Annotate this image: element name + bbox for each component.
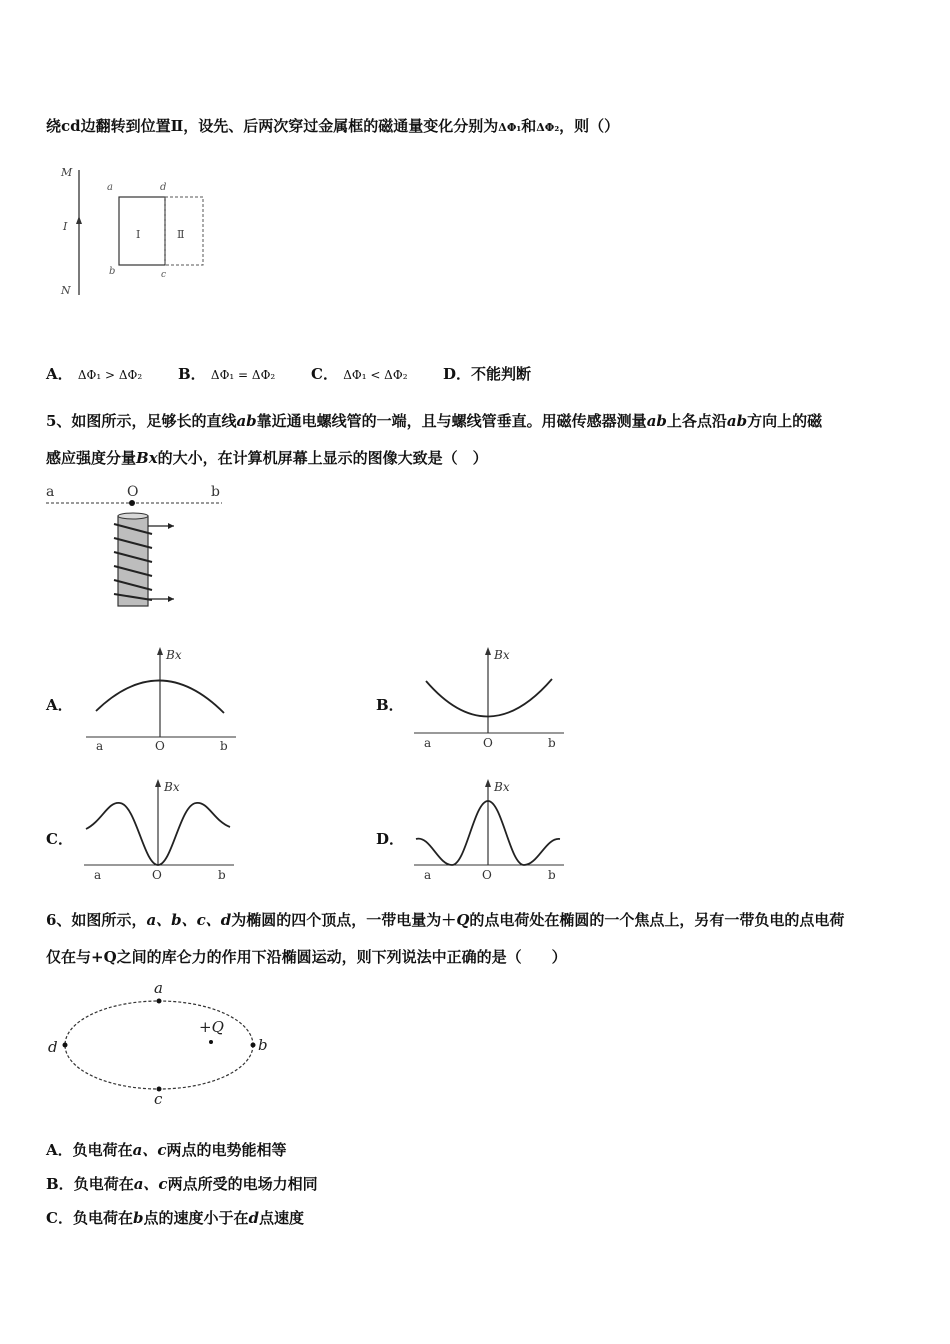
label-I: I (63, 220, 68, 233)
region-1: Ⅰ (136, 228, 141, 241)
svg-text:O: O (482, 868, 492, 882)
bx-symbol: Bx (136, 449, 158, 467)
label-d: d (160, 182, 167, 193)
q5-option-d-label[interactable]: D． (376, 830, 405, 848)
fig-label-b: b (211, 484, 220, 500)
fig-label-o: O (127, 484, 139, 500)
svg-text:O: O (483, 736, 493, 750)
q6-figure-ellipse (44, 978, 284, 1108)
q4-option-b[interactable]: B． ΔΦ₁ = ΔΦ₂ (178, 365, 276, 383)
current-arrow-icon (76, 216, 82, 224)
svg-text:b: b (218, 868, 226, 882)
y-axis-arrow-icon (485, 647, 491, 655)
svg-text:O: O (152, 868, 162, 882)
svg-text:O: O (155, 739, 165, 753)
vertex-c: c (154, 1090, 163, 1108)
vertex-b: b (258, 1036, 268, 1054)
current-in-arrow-icon (168, 523, 174, 529)
svg-text:a: a (424, 736, 432, 750)
current-out-arrow-icon (168, 596, 174, 602)
q5-graph-c[interactable] (80, 777, 240, 887)
curve (426, 679, 552, 717)
region-2: Ⅱ (177, 228, 185, 241)
q5-stem-line2: 感应强度分量Bx的大小，在计算机屏幕上显示的图像大致是（ ） (46, 449, 488, 467)
q4-option-c[interactable]: C． ΔΦ₁ < ΔΦ₂ (311, 365, 408, 383)
y-label: Bx (164, 780, 180, 794)
y-label: Bx (166, 648, 182, 662)
q5-graph-a[interactable] (82, 645, 242, 755)
q5-option-b-label[interactable]: B． (376, 696, 404, 714)
q5-option-a-label[interactable]: A． (46, 696, 73, 714)
orbit-ellipse (65, 1001, 253, 1089)
y-axis-arrow-icon (485, 779, 491, 787)
q6-stem-line1: 6、如图所示，a、b、c、d为椭圆的四个顶点，一带电量为＋Q的点电荷处在椭圆的一个焦点上，另有一带负电的点电荷 (46, 911, 845, 929)
charge-q (209, 1040, 213, 1044)
q6-stem-line2: 仅在与+Q之间的库仑力的作用下沿椭圆运动，则下列说法中正确的是（ ） (46, 948, 567, 966)
y-axis-arrow-icon (155, 779, 161, 787)
point-o (129, 500, 135, 506)
q4-option-a[interactable]: A． ΔΦ₁ > ΔΦ₂ (46, 365, 143, 383)
svg-text:b: b (220, 739, 228, 753)
phi1-symbol: ΔΦ₁ (498, 121, 522, 134)
q5-option-c-label[interactable]: C． (46, 830, 73, 848)
q5-graph-b[interactable] (410, 645, 570, 755)
label-M: M (61, 166, 73, 179)
phi2-symbol: ΔΦ₂ (536, 121, 560, 134)
q5-graph-d[interactable] (410, 777, 570, 887)
q6-option-a[interactable]: A．负电荷在a、c两点的电势能相等 (46, 1141, 287, 1159)
vertex-d: d (48, 1038, 58, 1056)
q5-stem-line1: 5、如图所示，足够长的直线ab靠近通电螺线管的一端，且与螺线管垂直。用磁传感器测量ab上各点沿ab方向上的磁 (46, 412, 823, 430)
label-N: N (61, 284, 71, 297)
q6-option-b[interactable]: B．负电荷在a、c两点所受的电场力相同 (46, 1175, 318, 1193)
svg-text:a: a (94, 868, 102, 882)
svg-text:b: b (548, 736, 556, 750)
frame-position-1 (119, 197, 165, 265)
svg-text:a: a (424, 868, 432, 882)
label-c: c (161, 270, 167, 280)
svg-text:b: b (548, 868, 556, 882)
fig-label-a: a (46, 484, 55, 500)
q4-option-d[interactable]: D．不能判断 (443, 365, 532, 383)
q4-figure-wire-frame (55, 160, 255, 305)
q4-stem: 绕cd边翻转到位置Ⅱ，设先、后两次穿过金属框的磁通量变化分别为ΔΦ₁和ΔΦ₂，则（） (46, 117, 620, 135)
charge-label: +Q (199, 1018, 224, 1036)
y-label: Bx (494, 780, 510, 794)
label-b: b (109, 266, 116, 277)
q6-option-c[interactable]: C．负电荷在b点的速度小于在d点速度 (46, 1209, 304, 1227)
q5-figure-solenoid (44, 482, 234, 612)
svg-text:a: a (96, 739, 104, 753)
vertex-a: a (154, 979, 163, 997)
y-axis-arrow-icon (157, 647, 163, 655)
y-label: Bx (494, 648, 510, 662)
label-a: a (107, 182, 113, 193)
